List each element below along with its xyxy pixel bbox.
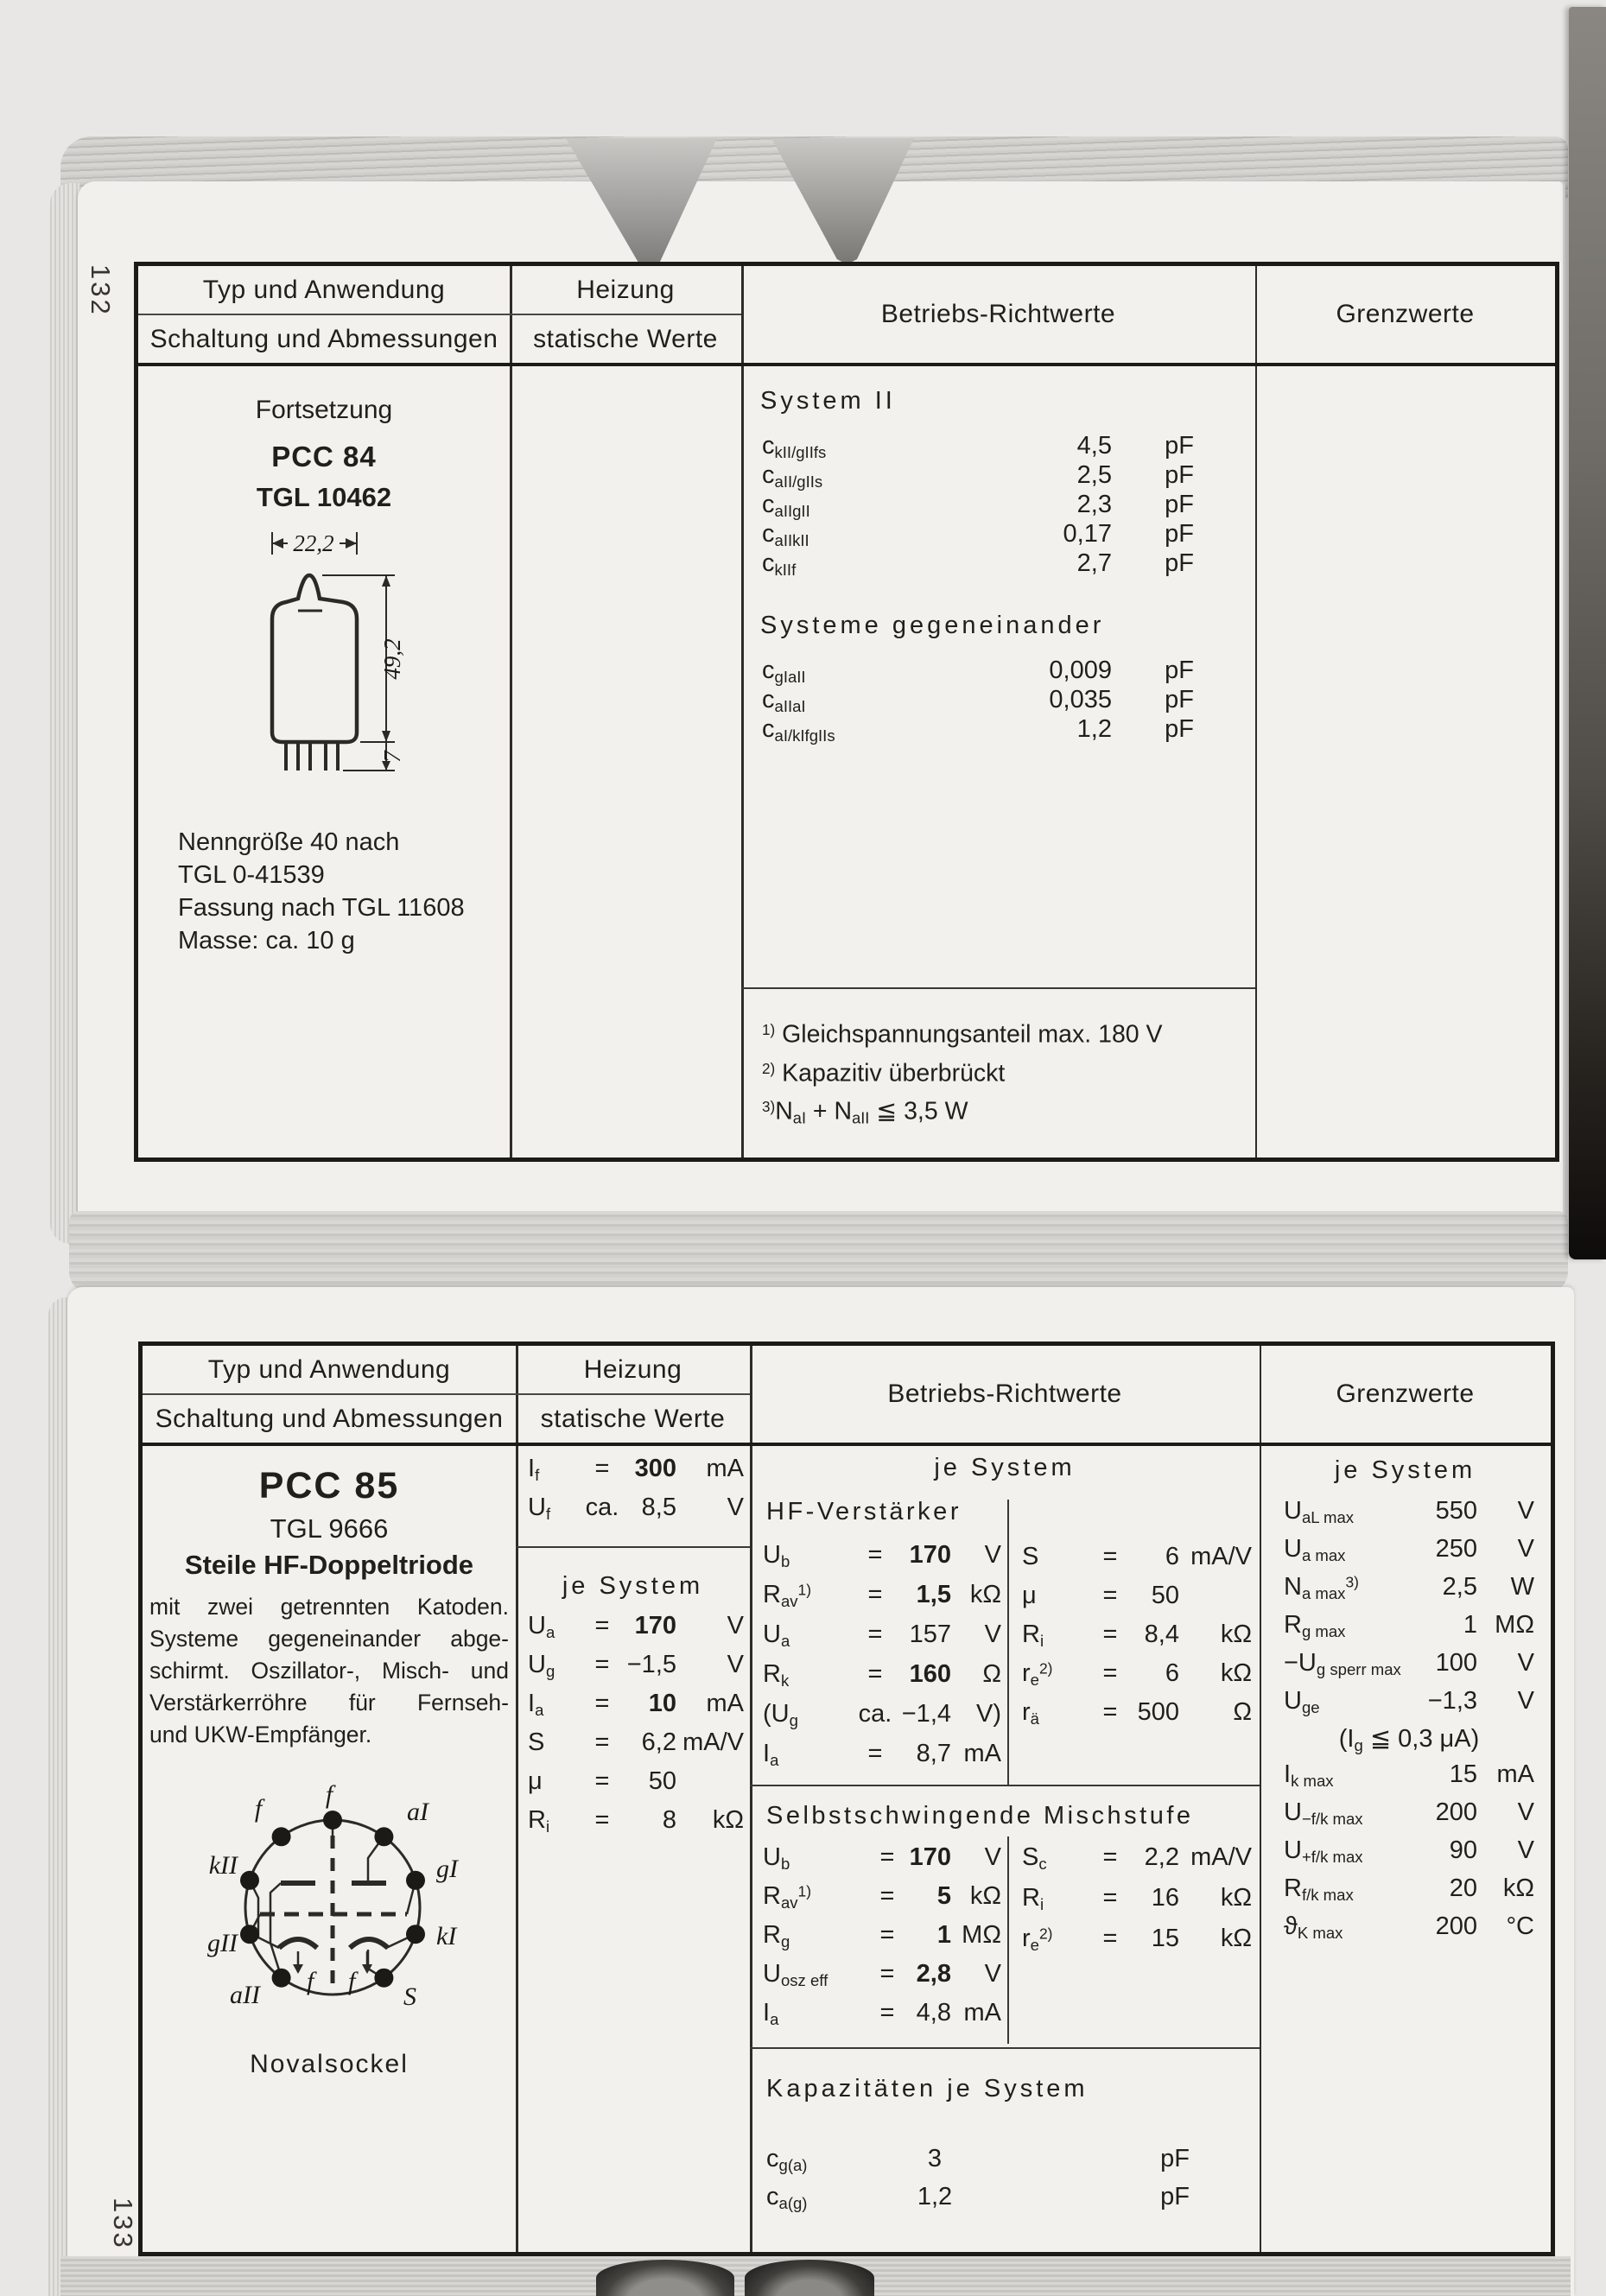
spec-row: Rav$^{1)}$ = 1,5 kΩ — [763, 1581, 1001, 1610]
spec-row: Rg max 1 MΩ — [1284, 1611, 1534, 1640]
capacitance-rows — [766, 2145, 1190, 2221]
system2-title: System II — [760, 387, 896, 415]
spec-row: Ri = 8,4 kΩ — [1022, 1621, 1252, 1650]
bottom-page-curl-right — [745, 2260, 874, 2296]
header-line: statische Werte — [540, 1404, 726, 1433]
footnote-mark: 2) — [762, 1060, 776, 1077]
tgl-number: TGL 10462 — [256, 482, 392, 512]
column-divider — [741, 266, 744, 1158]
footnote-sub: aII — [852, 1108, 870, 1127]
pin-label-gII: gII — [207, 1929, 238, 1957]
footnotes — [762, 1013, 1163, 1136]
spec-row: Rav$^{1)}$ = 5 kΩ — [763, 1882, 1001, 1912]
text-line: TGL 0-41539 — [178, 861, 325, 889]
column-divider — [1255, 266, 1257, 1158]
text-line: Systeme gegeneinander abge- — [149, 1626, 509, 1652]
grid-current-note — [1284, 1723, 1534, 1755]
hf-amplifier-title: HF-Verstärker — [766, 1498, 962, 1525]
header-betriebs — [750, 1346, 1260, 1443]
systems-against-title: Systeme gegeneinander — [760, 612, 1105, 639]
footnote-text: Kapazitiv überbrückt — [782, 1059, 1006, 1088]
pin-label-f-top: f — [325, 1780, 333, 1809]
sub-column-divider — [1007, 1836, 1009, 2044]
header-line: Heizung — [510, 266, 741, 315]
note-sub: g — [1354, 1736, 1363, 1754]
tube-subtitle: Steile HF-Doppeltriode — [184, 1550, 474, 1580]
spec-row: caII/gIIs 2,5 pF — [762, 461, 1194, 491]
spec-row: Ri = 8 kΩ — [528, 1806, 744, 1836]
spec-row: Rg = 1 MΩ — [763, 1921, 1001, 1950]
header-line: Betriebs-Richtwerte — [887, 1380, 1122, 1408]
hf-left-rows — [763, 1541, 1001, 1779]
spec-row: cg(a) 3 pF — [766, 2145, 1190, 2174]
spec-row: Rk = 160 Ω — [763, 1660, 1001, 1690]
footnote-divider — [741, 987, 1255, 989]
mixer-title: Selbstschwingende Mischstufe — [766, 1802, 1194, 1830]
header-heizung — [510, 266, 741, 363]
spec-row: rä = 500 Ω — [1022, 1698, 1252, 1728]
footnote-sub: aI — [792, 1108, 807, 1127]
spec-row: Ik max 15 mA — [1284, 1760, 1534, 1790]
table-header — [138, 266, 1555, 366]
mixer-left-rows — [763, 1843, 1001, 2038]
pin-label-kI: kI — [436, 1922, 457, 1950]
tube-description — [149, 1591, 509, 1751]
spec-row: Sc = 2,2 mA/V — [1022, 1843, 1252, 1873]
tube-dimension-drawing — [246, 525, 488, 793]
socket-caption: Novalsockel — [250, 2050, 409, 2078]
spec-row: caIIgII 2,3 pF — [762, 491, 1194, 520]
spec-row: Uosz eff = 2,8 V — [763, 1960, 1001, 1989]
page-stack-left-edge — [50, 183, 79, 1244]
spec-row: Uf ca. 8,5 V — [528, 1494, 744, 1523]
spec-row: Ug = −1,5 V — [528, 1651, 744, 1680]
header-line: Betriebs-Richtwerte — [880, 300, 1116, 328]
spec-row: Ua = 157 V — [763, 1621, 1001, 1650]
footnote-mark: 1) — [762, 1022, 776, 1038]
spec-row: Ua max 250 V — [1284, 1535, 1534, 1564]
footnote-text: N — [775, 1097, 793, 1126]
hf-right-rows — [1022, 1543, 1252, 1737]
text-line: Fassung nach TGL 11608 — [178, 894, 465, 922]
table-header — [143, 1346, 1551, 1446]
spec-row: U+f/k max 90 V — [1284, 1836, 1534, 1866]
header-grenzwerte — [1255, 266, 1555, 363]
bottom-page-curl-left — [596, 2260, 734, 2296]
header-betriebs — [741, 266, 1255, 363]
spec-row: Uge −1,3 V — [1284, 1687, 1534, 1716]
text-line: mit zwei getrennten Katoden. — [149, 1594, 509, 1620]
spec-row: $re^{2)}$ = 6 kΩ — [1022, 1659, 1252, 1689]
column-divider — [510, 266, 512, 1158]
pin-label-f-inner-right: f — [348, 1967, 356, 1995]
mechanical-notes — [178, 826, 465, 957]
mixer-right-rows — [1022, 1843, 1252, 1965]
spec-row: Ua = 170 V — [528, 1612, 744, 1641]
spec-row: caI/kIfgIIs 1,2 pF — [762, 715, 1194, 745]
spec-row: Rf/k max 20 kΩ — [1284, 1874, 1534, 1904]
tube-width-dimension: 22,2 — [293, 530, 334, 556]
limit-rows-a — [1284, 1497, 1534, 1725]
footnote-text: ≦ 3,5 W — [869, 1097, 968, 1126]
header-line: Typ und Anwendung — [143, 1346, 516, 1395]
pcc85-datasheet-table — [138, 1341, 1555, 2256]
header-line: Heizung — [516, 1346, 750, 1395]
footnote-text: + N — [806, 1097, 853, 1126]
spec-row: $re^{2)}$ = 15 kΩ — [1022, 1925, 1252, 1954]
spec-row: μ = 50 — [528, 1767, 676, 1795]
note-text: ≦ 0,3 μA) — [1362, 1725, 1480, 1753]
je-system-label: je System — [934, 1454, 1076, 1481]
heater-rows — [528, 1455, 744, 1532]
spec-row: Ia = 8,7 mA — [763, 1740, 1001, 1769]
text-line: und UKW-Empfänger. — [149, 1722, 372, 1747]
header-heizung — [516, 1346, 750, 1443]
continuation-label: Fortsetzung — [255, 396, 393, 424]
page-number-bottom: 133 — [108, 2198, 138, 2250]
spec-row: Ub = 170 V — [763, 1541, 1001, 1570]
spec-row: UaL max 550 V — [1284, 1497, 1534, 1526]
spec-row: If = 300 mA — [528, 1455, 744, 1484]
book-spine-shadow — [1569, 7, 1606, 1259]
text-line: Nenngröße 40 nach — [178, 828, 400, 856]
pcc84-datasheet-table — [134, 262, 1559, 1162]
spec-row: Ia = 10 mA — [528, 1690, 744, 1719]
spec-row: Na $\max^{3)}$ 2,5 W — [1284, 1573, 1534, 1602]
je-system-label: je System — [1334, 1456, 1476, 1484]
spec-row: ϑK max 200 °C — [1284, 1912, 1534, 1942]
spec-row: −Ug sperr max 100 V — [1284, 1649, 1534, 1678]
note-text: (I — [1338, 1725, 1355, 1753]
static-value-rows — [528, 1612, 744, 1845]
tube-pin-dimension: 7 — [379, 751, 405, 763]
header-line: Schaltung und Abmessungen — [155, 1404, 504, 1433]
column-divider — [516, 1346, 518, 2252]
pin-label-aI: aI — [407, 1798, 428, 1826]
spec-row: cgIaII 0,009 pF — [762, 656, 1194, 686]
footnote-3 — [762, 1090, 1163, 1135]
header-line: Schaltung und Abmessungen — [149, 324, 498, 353]
text-line: Verstärkerröhre für Fernseh- — [149, 1690, 509, 1716]
spec-row: S = 6,2 mA/V — [528, 1728, 744, 1756]
spec-row: caIIaI 0,035 pF — [762, 686, 1194, 715]
pin-label-S: S — [403, 1982, 416, 2011]
header-line: Grenzwerte — [1336, 1380, 1475, 1408]
text-line: schirmt. Oszillator-, Misch- und — [149, 1658, 509, 1684]
footnote-mark: 3) — [762, 1099, 776, 1116]
system2-capacitance-rows — [762, 432, 1194, 579]
page-gap-edges — [69, 1211, 1568, 1294]
tube-name: PCC 85 — [258, 1465, 400, 1506]
je-system-label: je System — [562, 1572, 704, 1600]
text-line: Masse: ca. 10 g — [178, 927, 355, 955]
capacitance-title: Kapazitäten je System — [766, 2075, 1089, 2103]
header-grenzwerte — [1260, 1346, 1551, 1443]
header-typ-anwendung — [138, 266, 510, 363]
spec-row: ckII/gIIfs 4,5 pF — [762, 432, 1194, 461]
spec-row: (Ug ca. −1,4 V) — [763, 1700, 1001, 1729]
spec-row: Ri = 16 kΩ — [1022, 1884, 1252, 1913]
footnote-text: Gleichspannungsanteil max. 180 V — [782, 1020, 1163, 1049]
pin-label-f-inner-left: f — [307, 1967, 314, 1995]
footnote-1 — [762, 1013, 1163, 1052]
pin-label-gI: gI — [436, 1855, 458, 1883]
tube-height-dimension: 49,2 — [379, 638, 405, 680]
against-capacitance-rows — [762, 656, 1194, 745]
tgl-number: TGL 9666 — [270, 1513, 389, 1544]
spec-row: Ub = 170 V — [763, 1843, 1001, 1873]
spec-row: S = 6 mA/V — [1022, 1543, 1252, 1570]
pin-label-f-left: f — [254, 1794, 263, 1823]
spec-row: caIIkII 0,17 pF — [762, 520, 1194, 549]
pin-label-aII: aII — [230, 1981, 260, 2009]
spec-row: ckIIf 2,7 pF — [762, 549, 1194, 579]
noval-socket-diagram — [203, 1773, 479, 2041]
spec-row: ca(g) 1,2 pF — [766, 2183, 1190, 2212]
sub-column-divider — [1007, 1500, 1009, 1785]
pin-label-kII: kII — [208, 1851, 238, 1880]
tube-name: PCC 84 — [271, 441, 377, 473]
limit-rows-b — [1284, 1760, 1534, 1950]
section-divider — [750, 1785, 1260, 1786]
header-line: Typ und Anwendung — [138, 266, 510, 315]
header-typ-anwendung — [143, 1346, 516, 1443]
header-line: Grenzwerte — [1336, 300, 1475, 328]
heizung-divider — [516, 1546, 750, 1548]
section-divider — [750, 2047, 1260, 2049]
spec-row: U−f/k max 200 V — [1284, 1798, 1534, 1828]
page-number-top: 132 — [86, 264, 116, 317]
footnote-2 — [762, 1052, 1163, 1091]
header-line: statische Werte — [533, 324, 718, 353]
spec-row: Ia = 4,8 mA — [763, 1999, 1001, 2028]
spec-row: μ = 50 — [1022, 1582, 1179, 1609]
